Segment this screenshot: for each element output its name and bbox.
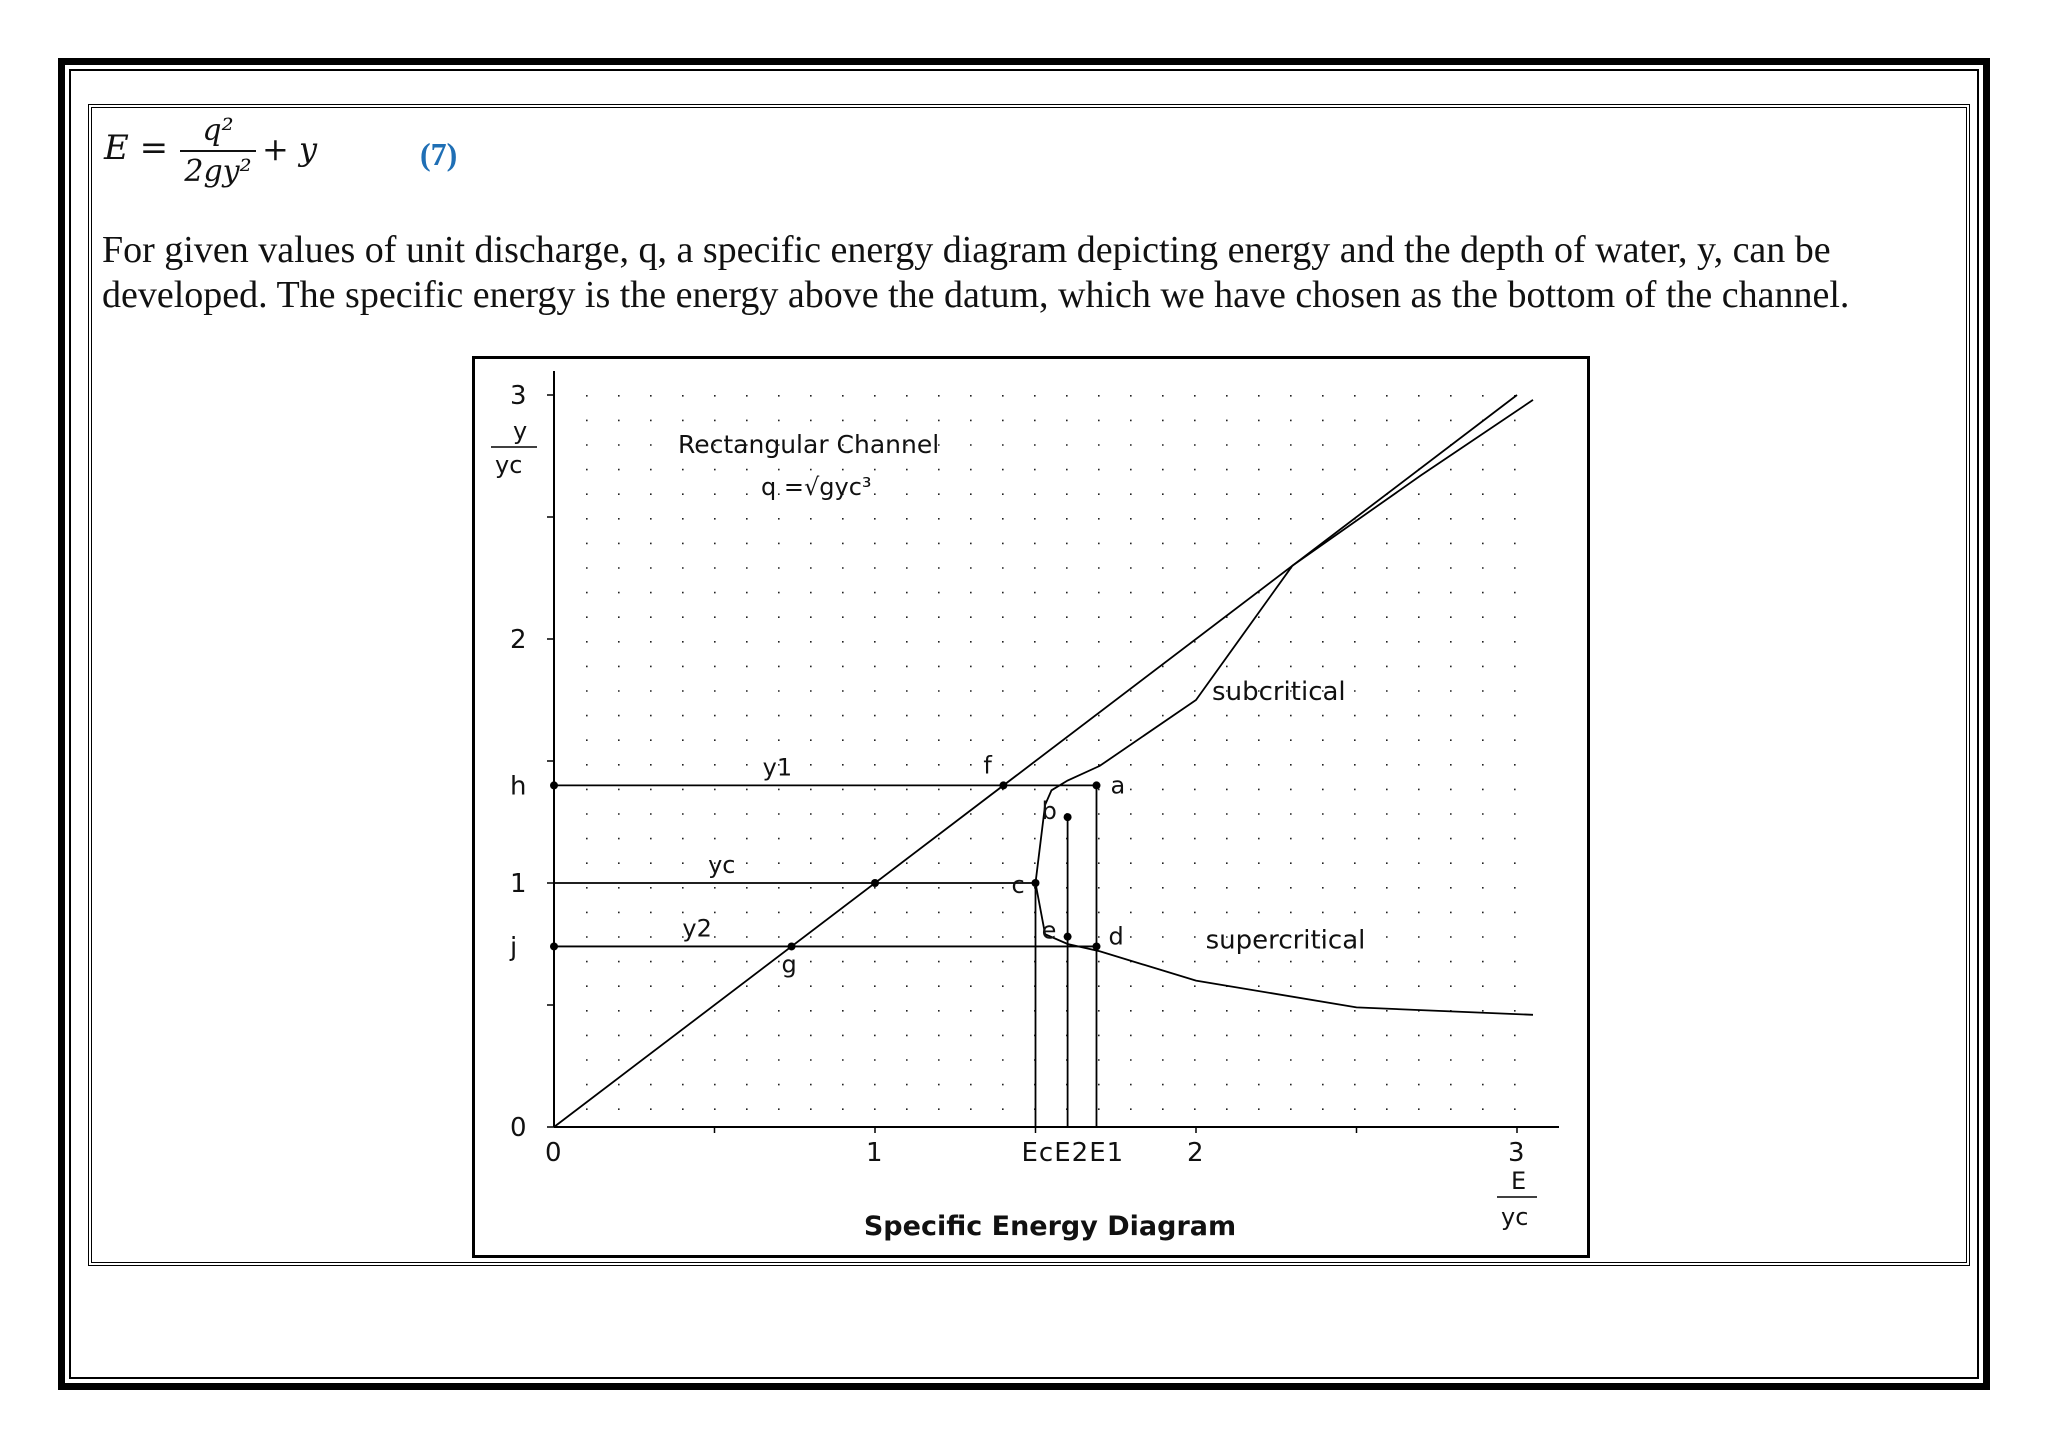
y-tick-label: 0 [510,1113,527,1143]
energy-equation [102,106,522,198]
chart-subtitle: Rectangular Channel [678,430,940,459]
point-d [1092,942,1100,950]
x-tick-label: 0 [545,1138,562,1168]
equation-fraction [176,106,260,192]
reference-label-y2: y2 [682,914,712,943]
y-tick-label: 1 [510,869,527,899]
annotation-supercritical: supercritical [1205,925,1366,956]
y-axis-label-top: y [513,417,528,445]
point-label-d: d [1108,922,1124,951]
equation-denominator: 2gy² [184,154,252,189]
y-tick-label: h [510,771,527,802]
x-tick-label: 2 [1187,1138,1204,1168]
point-label-g: g [781,950,797,979]
x-tick-label: EcE2E1 [1021,1138,1125,1168]
chart-formula: q =√gyc³ [761,473,872,501]
chart-svg [475,359,1587,1255]
y-tick-label: 3 [510,381,527,411]
reference-label-yc: yc [708,851,736,879]
point-a [1092,781,1100,789]
point-c [1032,879,1040,887]
equation-numerator: q² [202,113,234,148]
point-b [1064,813,1072,821]
point-g [788,942,796,950]
y-tick-label: j [510,932,518,963]
equation-number: (7) [420,136,458,172]
reference-label-y1: y1 [762,753,793,782]
x-axis-label-top: E [1511,1167,1527,1195]
point-label-e: e [1041,916,1057,945]
annotation-subcritical: subcritical [1212,677,1346,707]
point-j [550,942,558,950]
point-h [550,781,558,789]
x-axis-label-bottom: yc [1501,1203,1529,1231]
point-label-a: a [1110,771,1126,800]
body-paragraph: For given values of unit discharge, q, a specific energy diagram depicting energy and the depth of water, y, can be developed. The specific energy is the energy above the datum, which we have chosen as the bottom of the channel. [102,229,1850,316]
x-tick-label: 1 [866,1138,883,1168]
specific-energy-chart [472,356,1590,1258]
equation-lhs: E = [104,128,169,168]
y-axis-label-bottom: yc [495,451,523,479]
x-tick-label: 3 [1508,1138,1525,1168]
point-f [999,781,1007,789]
point-label-c: c [1011,871,1025,899]
y-tick-label: 2 [510,625,527,655]
equation-tail: + y [262,130,318,168]
chart-title: Specific Energy Diagram [863,1211,1237,1242]
point-label-f: f [983,751,992,780]
point-critical-diagonal [871,879,879,887]
point-label-b: b [1041,797,1057,826]
point-e [1064,933,1072,941]
